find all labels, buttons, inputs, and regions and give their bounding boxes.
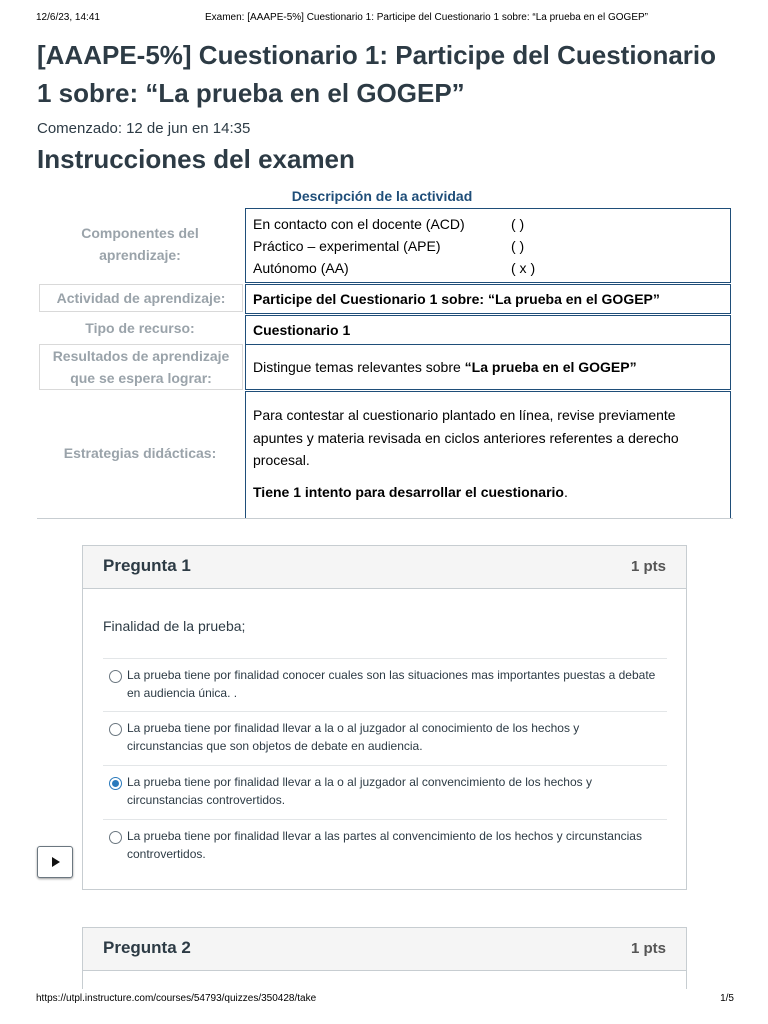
question-1 (82, 545, 687, 890)
print-doc-title: Examen: [AAAPE-5%] Cuestionario 1: Participe del Cuestionario 1 sobre: “La prueba en el GOGEP” (205, 12, 649, 23)
component-item (253, 257, 730, 279)
print-timestamp: 12/6/23, 14:41 (36, 12, 100, 23)
component-mark: ( ) (511, 216, 525, 232)
answer-option[interactable] (103, 658, 667, 711)
results-bold: “La prueba en el GOGEP” (464, 359, 637, 375)
component-text: En contacto con el docente (ACD) (253, 216, 465, 232)
strategies-text: Para contestar al cuestionario plantado en línea, revise previamente apuntes y materia revisada en ciclos anteriores referentes a derecho procesal. (253, 407, 679, 468)
question-header (83, 546, 686, 589)
component-item (253, 213, 730, 235)
activity-label: Actividad de aprendizaje: (39, 284, 243, 312)
resource-row (37, 315, 733, 343)
results-row (37, 344, 733, 390)
component-text: Autónomo (AA) (253, 260, 349, 276)
radio-icon[interactable] (109, 723, 122, 736)
components-row (37, 208, 733, 283)
answer-option[interactable] (103, 819, 667, 872)
question-points: 1 pts (630, 940, 666, 957)
answer-text: La prueba tiene por finalidad llevar a la o al juzgador al convencimiento de los hechos y circunstancias controvertidos. (127, 775, 592, 807)
started-info (37, 120, 250, 137)
resource-label: Tipo de recurso: (85, 320, 195, 336)
strategies-label: Estrategias didácticas: (63, 445, 217, 461)
strategies-note (253, 481, 724, 503)
play-button[interactable] (37, 846, 73, 878)
question-header (83, 928, 686, 971)
answer-text: La prueba tiene por finalidad llevar a la o al juzgador al conocimiento de los hechos y circunstancias que son objetos de debate en audiencia. (127, 721, 580, 753)
resource-value: Cuestionario 1 (245, 315, 731, 345)
strategies-row (37, 390, 733, 518)
activity-value: Participe del Cuestionario 1 sobre: “La prueba en el GOGEP” (245, 284, 731, 314)
components-label: Componentes del aprendizaje: (81, 225, 199, 263)
component-item (253, 235, 730, 257)
radio-icon[interactable] (109, 777, 122, 790)
page-title: [AAAPE-5%] Cuestionario 1: Participe del Cuestionario 1 sobre: “La prueba en el GOGEP” (37, 40, 717, 108)
answer-option[interactable] (103, 711, 667, 765)
activity-caption: Descripción de la actividad (291, 188, 473, 204)
instructions-title: Instrucciones del examen (37, 144, 355, 174)
table-bottom-divider (37, 518, 733, 519)
question-name: Pregunta 2 (103, 938, 191, 957)
activity-row (37, 284, 733, 312)
play-icon (52, 857, 60, 867)
print-url: https://utpl.instructure.com/courses/54793/quizzes/350428/take (36, 993, 317, 1004)
started-label: Comenzado: (37, 120, 123, 137)
strategies-bold: Tiene 1 intento para desarrollar el cuestionario (253, 483, 564, 500)
answer-list (103, 658, 667, 872)
strategies-end: . (563, 483, 568, 500)
question-name: Pregunta 1 (103, 556, 191, 575)
started-value: 12 de jun en 14:35 (126, 120, 251, 137)
radio-icon[interactable] (109, 670, 122, 683)
answer-text: La prueba tiene por finalidad llevar a las partes al convencimiento de los hechos y circunstancias controvertidos. (127, 829, 642, 861)
answer-option[interactable] (103, 765, 667, 819)
activity-table (37, 184, 733, 500)
component-mark: ( x ) (511, 260, 536, 276)
strategies-value (245, 391, 731, 519)
results-prefix: Distingue temas relevantes sobre (253, 359, 465, 375)
component-mark: ( ) (511, 238, 525, 254)
print-page-number: 1/5 (720, 993, 734, 1004)
answer-text: La prueba tiene por finalidad conocer cuales son las situaciones mas importantes puestas a debate en audiencia única. . (127, 668, 656, 700)
question-points: 1 pts (630, 558, 666, 575)
component-text: Práctico – experimental (APE) (253, 238, 441, 254)
results-label: Resultados de aprendizaje que se espera lograr: (39, 344, 243, 390)
question-2 (82, 927, 687, 989)
radio-icon[interactable] (109, 831, 122, 844)
components-value (245, 208, 731, 283)
results-value (245, 344, 731, 390)
question-text: Finalidad de la prueba; (103, 618, 246, 634)
